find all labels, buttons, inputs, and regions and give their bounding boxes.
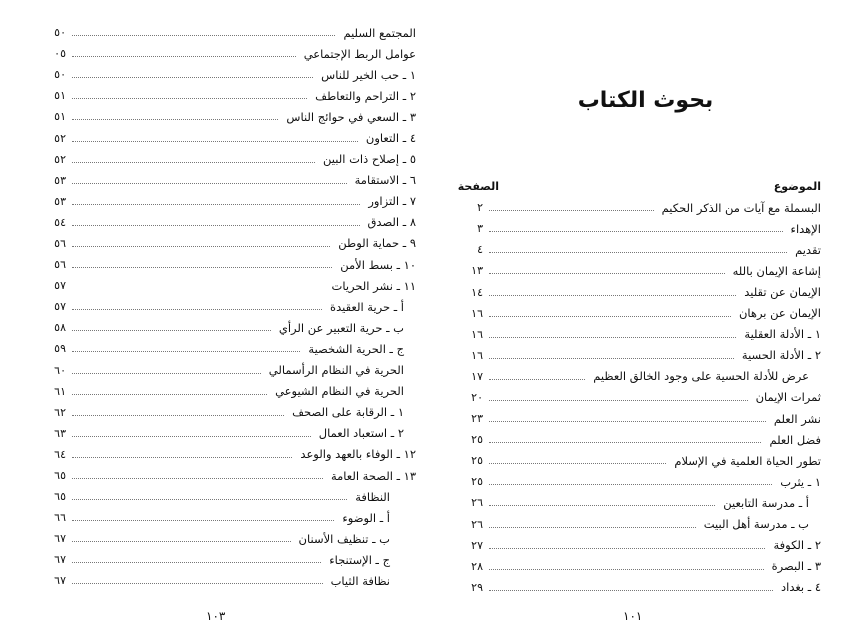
toc-entry-title: عوامل الربط الإجتماعي bbox=[303, 46, 416, 61]
toc-entry bbox=[38, 106, 416, 127]
toc-entry-title: ١٢ ـ الوفاء بالعهد والوعد bbox=[300, 447, 416, 462]
toc-entry-page: ١٦ bbox=[471, 327, 483, 341]
toc-entry bbox=[455, 471, 821, 492]
toc-entry bbox=[38, 296, 416, 317]
toc-entry-title: ب ـ تنظيف الأسنان bbox=[298, 531, 390, 546]
toc-entry bbox=[455, 324, 821, 345]
toc-entry-title: ٤ ـ بغداد bbox=[781, 580, 821, 595]
toc-entry-title: أ ـ الوضوء bbox=[342, 510, 390, 525]
dot-leader bbox=[72, 436, 311, 437]
toc-entry bbox=[455, 387, 821, 408]
dot-leader bbox=[72, 541, 291, 542]
toc-entry bbox=[38, 317, 416, 338]
dot-leader bbox=[72, 141, 358, 142]
dot-leader bbox=[72, 225, 360, 226]
toc-entry bbox=[38, 170, 416, 191]
toc-entry-title: الحرية في النظام الشيوعي bbox=[275, 384, 404, 399]
dot-leader bbox=[72, 162, 315, 163]
toc-entry-title: ١٣ ـ الصحة العامة bbox=[330, 468, 416, 483]
toc-entry-title: نظافة الثياب bbox=[330, 573, 390, 588]
toc-entry-page: ٣ bbox=[477, 222, 483, 236]
toc-entry bbox=[38, 528, 416, 549]
toc-entry-page: ٢٥ bbox=[471, 475, 483, 489]
toc-entry-page: ٦٥ bbox=[54, 490, 66, 504]
toc-entry-page: ٢٧ bbox=[471, 538, 483, 552]
toc-entry-title: ٨ ـ الصدق bbox=[367, 215, 416, 230]
dot-leader bbox=[72, 499, 347, 500]
toc-entry-page: ٥٨ bbox=[54, 321, 66, 335]
toc-entry-page: ٦٧ bbox=[54, 574, 66, 588]
toc-entry-page: ٥٣ bbox=[54, 194, 66, 208]
toc-entry bbox=[38, 43, 416, 64]
dot-leader bbox=[72, 56, 296, 57]
toc-entry-title: ٩ ـ حماية الوطن bbox=[338, 236, 416, 251]
dot-leader bbox=[72, 478, 323, 479]
toc-entry-page: ٥٢ bbox=[54, 131, 66, 145]
toc-entry bbox=[455, 577, 821, 598]
toc-entry bbox=[38, 85, 416, 106]
right-page bbox=[430, 0, 861, 639]
toc-entry bbox=[455, 281, 821, 302]
toc-entry-page: ٠٥ bbox=[54, 47, 66, 61]
toc-entry-title: المجتمع السليم bbox=[343, 25, 416, 40]
toc-entry-title: البسملة مع آيات من الذكر الحكيم bbox=[661, 200, 821, 215]
toc-entry bbox=[455, 514, 821, 535]
toc-entry-title: أ ـ حرية العقيدة bbox=[330, 299, 404, 314]
toc-entry bbox=[455, 556, 821, 577]
toc-entry-title: ٧ ـ التزاور bbox=[368, 194, 416, 209]
toc-entry bbox=[38, 423, 416, 444]
toc-entry-page: ٥٣ bbox=[54, 173, 66, 187]
toc-entry-title: ١٠ ـ بسط الأمن bbox=[340, 257, 416, 272]
dot-leader bbox=[489, 590, 773, 591]
toc-entry-title: تقديم bbox=[795, 242, 821, 257]
toc-entry-page: ١٦ bbox=[471, 306, 483, 320]
dot-leader bbox=[489, 442, 761, 443]
toc-entry-title: تطور الحياة العلمية في الإسلام bbox=[674, 453, 821, 468]
dot-leader bbox=[72, 394, 267, 395]
toc-entry bbox=[455, 429, 821, 450]
dot-leader bbox=[489, 358, 734, 359]
dot-leader bbox=[72, 415, 284, 416]
dot-leader bbox=[72, 330, 271, 331]
toc-entry-page: ٥١ bbox=[54, 110, 66, 124]
toc-entry bbox=[38, 381, 416, 402]
toc-entry-page: ٦٧ bbox=[54, 553, 66, 567]
toc-entry-title: فضل العلم bbox=[769, 432, 821, 447]
toc-entry-page: ٢٨ bbox=[471, 559, 483, 573]
toc-entry bbox=[455, 345, 821, 366]
toc-entry bbox=[455, 260, 821, 281]
toc-entry bbox=[38, 149, 416, 170]
toc-entry-title: ٤ ـ التعاون bbox=[365, 131, 416, 146]
toc-entry-title: إشاعة الإيمان بالله bbox=[732, 263, 821, 278]
toc-entry bbox=[455, 218, 821, 239]
toc-entry-title: عرض للأدلة الحسية على وجود الخالق العظيم bbox=[593, 369, 809, 384]
toc-entry bbox=[38, 444, 416, 465]
dot-leader bbox=[72, 119, 278, 120]
toc-entry bbox=[38, 338, 416, 359]
toc-entry bbox=[455, 239, 821, 260]
toc-entry-title: ج ـ الحرية الشخصية bbox=[308, 341, 404, 356]
toc-entry bbox=[38, 549, 416, 570]
toc-entry-page: ٢ bbox=[477, 201, 483, 215]
toc-entry-title: ١ ـ يثرب bbox=[780, 474, 821, 489]
toc-entry-title: ١ ـ حب الخير للناس bbox=[321, 67, 416, 82]
toc-entry-page: ٦١ bbox=[54, 384, 66, 398]
toc-entry bbox=[38, 486, 416, 507]
toc-entry-page: ٦٤ bbox=[54, 447, 66, 461]
toc-entry-page: ٢٥ bbox=[471, 454, 483, 468]
toc-entry-title: ٢ ـ الأدلة الحسية bbox=[741, 348, 821, 363]
toc-entry bbox=[38, 275, 416, 296]
toc-entry-page: ٢٣ bbox=[471, 412, 483, 426]
toc-entry-title: الحرية في النظام الرأسمالي bbox=[268, 363, 404, 378]
dot-leader bbox=[489, 484, 772, 485]
toc-entry bbox=[38, 212, 416, 233]
dot-leader bbox=[489, 548, 765, 549]
dot-leader bbox=[72, 562, 321, 563]
toc-entry-title: ٦ ـ الاستقامة bbox=[354, 173, 416, 188]
toc-entry-title: الإيمان عن برهان bbox=[738, 306, 821, 321]
toc-entry-title: ٥ ـ إصلاح ذات البين bbox=[323, 152, 416, 167]
toc-entry bbox=[38, 22, 416, 43]
toc-entry-page: ١٤ bbox=[471, 285, 483, 299]
page-number-right: ١٠١ bbox=[623, 609, 643, 623]
toc-entry bbox=[455, 303, 821, 324]
toc-entry-page: ٥٧ bbox=[54, 300, 66, 314]
dot-leader bbox=[489, 231, 783, 232]
dot-leader bbox=[72, 246, 330, 247]
toc-entry-title: نشر العلم bbox=[773, 411, 821, 426]
toc-entry bbox=[38, 360, 416, 381]
toc-entry-title: ب ـ حرية التعبير عن الرأي bbox=[278, 320, 404, 335]
toc-entry bbox=[38, 233, 416, 254]
toc-entry-title: ١ ـ الأدلة العقلية bbox=[744, 327, 821, 342]
dot-leader bbox=[72, 267, 332, 268]
toc-entry-page: ٥٢ bbox=[54, 152, 66, 166]
dot-leader bbox=[489, 569, 764, 570]
dot-leader bbox=[489, 527, 696, 528]
toc-entry-page: ٦٣ bbox=[54, 426, 66, 440]
dot-leader bbox=[489, 400, 748, 401]
dot-leader bbox=[72, 520, 334, 521]
toc-entry-page: ٥٧ bbox=[54, 279, 66, 293]
toc-entry-page: ٢٥ bbox=[471, 433, 483, 447]
toc-entry-page: ٥٦ bbox=[54, 258, 66, 272]
header-page: الصفحة bbox=[457, 180, 499, 194]
toc-entry-title: ٢ ـ الكوفة bbox=[773, 538, 821, 553]
toc-entry-title: ج ـ الإستنجاء bbox=[329, 552, 390, 567]
dot-leader bbox=[489, 379, 585, 380]
dot-leader bbox=[489, 295, 736, 296]
toc-entry bbox=[38, 507, 416, 528]
dot-leader bbox=[72, 77, 313, 78]
toc-entry-page: ٥٦ bbox=[54, 236, 66, 250]
toc-entry bbox=[455, 450, 821, 471]
toc-entry-page: ٢٦ bbox=[471, 496, 483, 510]
toc-entry bbox=[455, 492, 821, 513]
toc-entry-page: ٥٠ bbox=[54, 68, 66, 82]
toc-entry-page: ٤ bbox=[477, 243, 483, 257]
toc-entry bbox=[455, 408, 821, 429]
toc-entry-page: ١٦ bbox=[471, 348, 483, 362]
dot-leader bbox=[72, 98, 307, 99]
toc-entry bbox=[38, 191, 416, 212]
toc-entry bbox=[38, 570, 416, 591]
toc-entry-title: ب ـ مدرسة أهل البيت bbox=[703, 517, 809, 532]
toc-entry bbox=[455, 366, 821, 387]
toc-entry-page: ٦٧ bbox=[54, 532, 66, 546]
toc-entry-title: ٢ ـ التراحم والتعاطف bbox=[315, 88, 416, 103]
toc-entry-title: ٢ ـ استعباد العمال bbox=[318, 426, 404, 441]
toc-entry-title: النظافة bbox=[355, 489, 390, 504]
header-topic: الموضوع bbox=[773, 180, 821, 194]
toc-entry bbox=[38, 64, 416, 85]
toc-entry-title: ١ ـ الرقابة على الصحف bbox=[292, 405, 404, 420]
dot-leader bbox=[489, 337, 736, 338]
toc-entry bbox=[455, 535, 821, 556]
toc-entry bbox=[38, 402, 416, 423]
toc-entry-page: ١٣ bbox=[471, 264, 483, 278]
toc-entry-title: ٣ ـ السعي في حوائج الناس bbox=[286, 109, 416, 124]
toc-entry-title: ١١ ـ نشر الحريات bbox=[331, 278, 416, 293]
dot-leader bbox=[72, 457, 292, 458]
dot-leader bbox=[72, 583, 323, 584]
toc-entry-title: الإيمان عن تقليد bbox=[744, 285, 821, 300]
dot-leader bbox=[72, 373, 261, 374]
toc-entry-page: ٦٦ bbox=[54, 511, 66, 525]
toc-entry bbox=[38, 254, 416, 275]
toc-list-left bbox=[38, 22, 416, 592]
dot-leader bbox=[72, 351, 300, 352]
dot-leader bbox=[72, 183, 347, 184]
toc-entry-page: ٦٥ bbox=[54, 469, 66, 483]
page-number-left: ١٠٣ bbox=[206, 609, 226, 623]
toc-entry bbox=[38, 465, 416, 486]
toc-entry-page: ٢٠ bbox=[471, 390, 483, 404]
toc-entry-title: أ ـ مدرسة التابعين bbox=[723, 495, 809, 510]
dot-leader bbox=[489, 505, 715, 506]
toc-entry-page: ٦٠ bbox=[54, 363, 66, 377]
dot-leader bbox=[489, 252, 787, 253]
dot-leader bbox=[72, 35, 335, 36]
page-title: بحوث الكتاب bbox=[577, 88, 714, 113]
dot-leader bbox=[489, 463, 666, 464]
toc-entry-page: ٦٢ bbox=[54, 405, 66, 419]
toc-entry-title: ثمرات الإيمان bbox=[755, 390, 821, 405]
dot-leader bbox=[489, 421, 766, 422]
toc-entry bbox=[38, 127, 416, 148]
dot-leader bbox=[489, 316, 731, 317]
dot-leader bbox=[72, 204, 360, 205]
left-page bbox=[0, 0, 430, 639]
toc-entry-page: ٥١ bbox=[54, 89, 66, 103]
toc-entry-title: الإهداء bbox=[790, 221, 821, 236]
toc-entry-page: ٥٤ bbox=[54, 215, 66, 229]
toc-entry-page: ٥٠ bbox=[54, 26, 66, 40]
toc-entry-page: ٥٩ bbox=[54, 342, 66, 356]
toc-entry-title: ٣ ـ البصرة bbox=[771, 559, 821, 574]
toc-entry-page: ١٧ bbox=[471, 369, 483, 383]
toc-entry-page: ٢٩ bbox=[471, 580, 483, 594]
toc-entry bbox=[455, 197, 821, 218]
dot-leader bbox=[72, 309, 322, 310]
dot-leader bbox=[489, 210, 654, 211]
toc-list-right bbox=[455, 176, 821, 598]
toc-header bbox=[455, 176, 821, 197]
dot-leader bbox=[489, 273, 725, 274]
toc-entry-page: ٢٦ bbox=[471, 517, 483, 531]
